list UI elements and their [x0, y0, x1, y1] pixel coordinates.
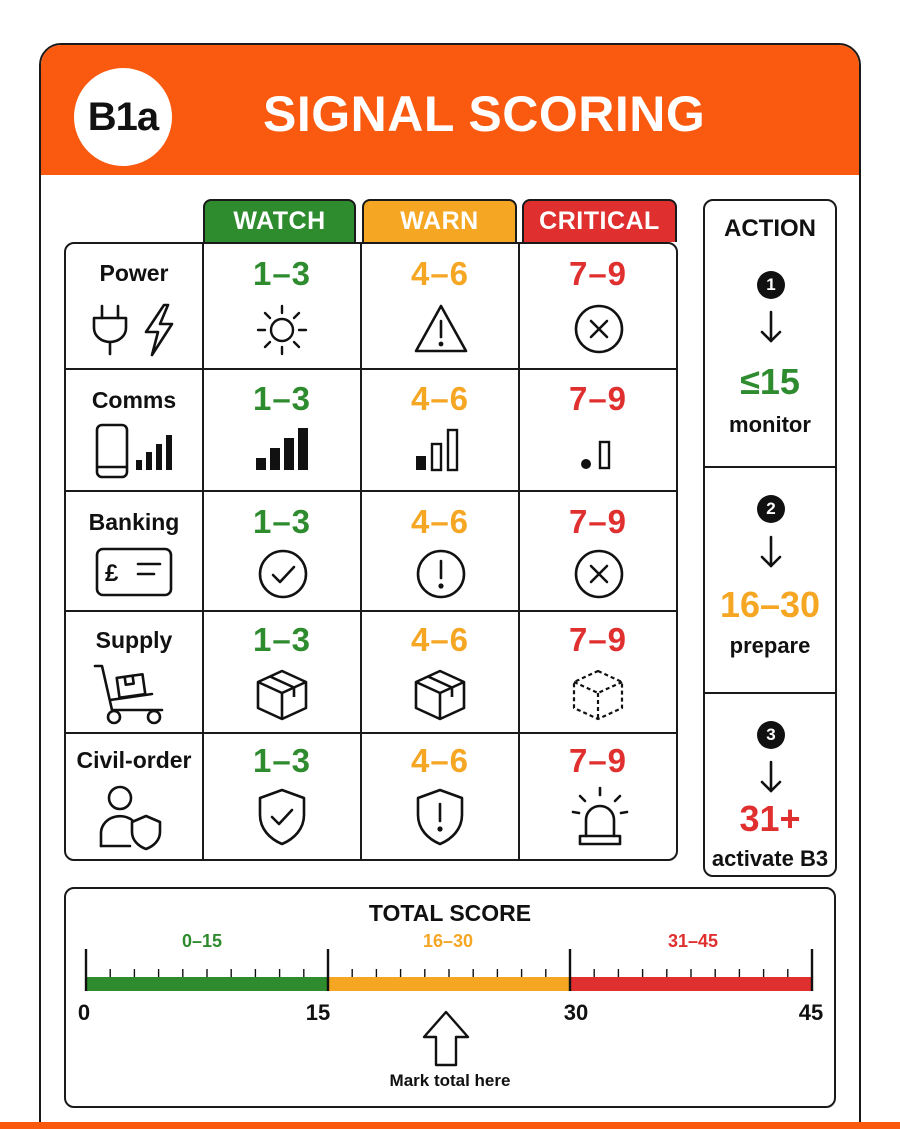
level-tab-warn: WARN	[362, 199, 517, 242]
box-icon	[412, 667, 468, 723]
x-circle-icon	[572, 302, 626, 356]
arrow-down-icon	[757, 309, 785, 345]
svg-text:£: £	[105, 560, 119, 587]
signal-weak-icon	[578, 436, 618, 472]
person-shield-icon	[98, 782, 164, 852]
scale-segment-0	[86, 977, 328, 991]
range-label-low: 0–15	[181, 931, 223, 951]
bottom-accent-bar	[0, 1122, 900, 1129]
tick-label-15: 15	[305, 1000, 331, 1025]
score-critical: 7–9	[568, 503, 628, 540]
score-warn: 4–6	[410, 380, 470, 417]
range-label-high: 31–45	[667, 931, 719, 951]
header-bar	[41, 45, 859, 175]
signal-label-banking: Banking	[88, 509, 180, 535]
score-warn: 4–6	[410, 503, 470, 540]
shield-exclamation-icon	[414, 787, 466, 847]
action-panel	[703, 199, 837, 877]
step-number-2: 2	[757, 495, 785, 523]
section-badge: B1a	[74, 68, 172, 166]
score-watch: 1–3	[252, 742, 312, 779]
scoring-grid	[64, 242, 678, 861]
signal-label-civil-order: Civil-order	[76, 747, 192, 773]
mark-arrow-up-icon	[421, 1009, 471, 1069]
score-critical: 7–9	[568, 255, 628, 292]
shield-check-icon	[256, 787, 308, 847]
total-score-panel	[64, 887, 836, 1108]
arrow-down-icon	[757, 534, 785, 570]
x-circle-icon	[572, 547, 626, 601]
score-warn: 4–6	[410, 621, 470, 658]
signal-label-comms: Comms	[91, 387, 177, 413]
tick-label-0: 0	[77, 1000, 91, 1025]
check-circle-icon	[256, 547, 310, 601]
score-critical: 7–9	[568, 621, 628, 658]
mark-total-label: Mark total here	[389, 1071, 511, 1090]
signal-full-icon	[134, 432, 174, 472]
step-number-3: 3	[757, 721, 785, 749]
range-label-mid: 16–30	[422, 931, 474, 951]
pound-card-icon	[94, 546, 174, 598]
signal-label-power: Power	[99, 260, 169, 286]
level-tab-watch: WATCH	[203, 199, 356, 242]
box-dashed-icon	[570, 667, 626, 723]
signal-medium-icon	[414, 426, 464, 472]
score-critical: 7–9	[568, 742, 628, 779]
tick-label-45: 45	[798, 1000, 824, 1025]
plug-icon	[90, 302, 142, 358]
phone-icon	[94, 422, 130, 480]
page-title: SIGNAL SCORING	[263, 86, 706, 142]
level-tab-critical: CRITICAL	[522, 199, 677, 242]
step-value-3: 31+	[739, 798, 801, 839]
arrow-down-icon	[757, 759, 785, 795]
warning-triangle-icon	[412, 302, 470, 356]
lightning-icon	[138, 302, 178, 358]
tick-label-30: 30	[563, 1000, 589, 1025]
box-icon	[254, 667, 310, 723]
action-title: ACTION	[724, 215, 816, 242]
total-score-title: TOTAL SCORE	[368, 900, 532, 926]
step-value-2: 16–30	[719, 584, 821, 625]
sun-icon	[254, 302, 310, 358]
exclamation-circle-icon	[414, 547, 468, 601]
scale-segment-2	[570, 977, 812, 991]
step-label-2: prepare	[729, 633, 811, 658]
score-watch: 1–3	[252, 503, 312, 540]
score-watch: 1–3	[252, 621, 312, 658]
score-watch: 1–3	[252, 380, 312, 417]
step-value-1: ≤15	[740, 361, 800, 402]
signal-label-supply: Supply	[95, 627, 173, 653]
alarm-light-icon	[570, 784, 630, 848]
score-warn: 4–6	[410, 742, 470, 779]
score-warn: 4–6	[410, 255, 470, 292]
step-label-3: activate B3	[711, 846, 829, 871]
score-critical: 7–9	[568, 380, 628, 417]
hand-truck-icon	[92, 660, 168, 726]
step-number-1: 1	[757, 271, 785, 299]
scale-segment-1	[328, 977, 570, 991]
signal-full-icon	[254, 426, 310, 472]
score-watch: 1–3	[252, 255, 312, 292]
step-label-1: monitor	[729, 412, 811, 437]
